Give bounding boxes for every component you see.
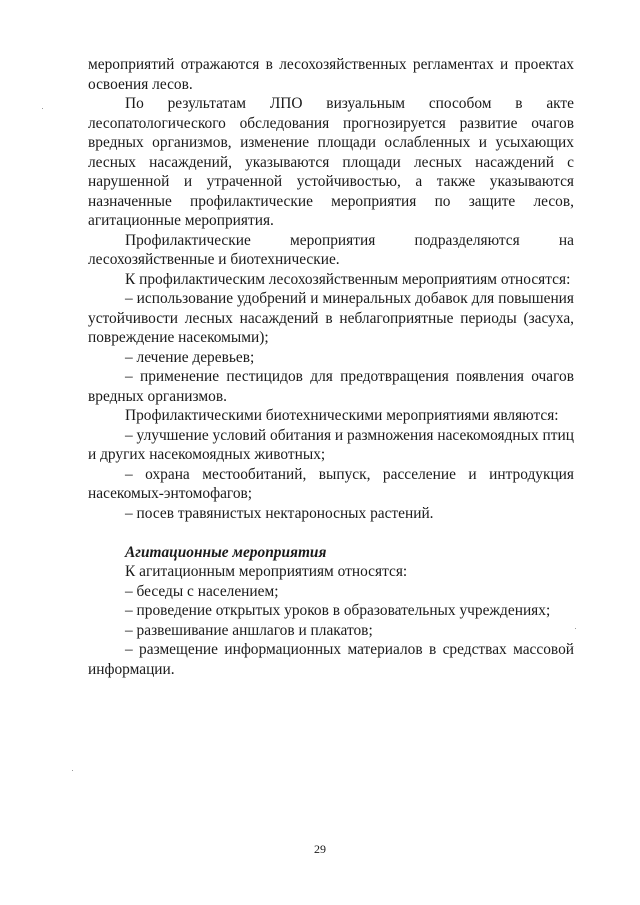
list-item-entomophages: – охрана местообитаний, выпуск, расселение и интродукция насекомых-энтомофагов; [88,465,574,502]
list-item-mass-media: – размещение информационных материалов в средствах массовой информации. [88,641,574,678]
document-page [88,55,574,679]
paragraph-continuation: мероприятий отражаются в лесохозяйственных регламентах и проектах освоения лесов. [88,56,574,93]
section-heading: Агитационные мероприятия [125,543,327,561]
paragraph-lpo-results: По результатам ЛПО визуальным способом в акте лесопатологического обследования прогнозируется развитие очагов вредных организмов, изменение площади ослабленных и усыхающих лесных насаждений, указываются площади лесных насаждений с нарушенной и утраченной устойчивостью, а также указываются назначенные профилактические мероприятия по защите лесов, агитационные мероприятия. [88,95,574,229]
scan-speck [575,628,576,629]
blank-line [88,523,574,543]
list-item-conversations: – беседы с населением; [125,582,279,600]
paragraph-agitation-intro: К агитационным мероприятиям относятся: [125,563,408,580]
scan-speck [42,108,43,109]
page-number: 29 [314,842,326,856]
list-item-nectar-plants: – посев травянистых нектароносных растений. [125,504,434,522]
list-item-open-lessons: – проведение открытых уроков в образовательных учреждениях; [125,602,551,619]
list-item-fertilizers: – использование удобрений и минеральных добавок для повышения устойчивости лесных насаждений в неблагоприятные периоды (засуха, повреждение насекомыми); [88,290,574,346]
scan-speck [72,770,73,771]
paragraph-forestry-measures-intro: К профилактическим лесохозяйственным мероприятиям относятся: [125,270,571,288]
list-item-habitat-improvement: – улучшение условий обитания и размножения насекомоядных птиц и других насекомоядных животных; [88,426,574,463]
list-item-tree-treatment: – лечение деревьев; [125,348,255,366]
paragraph-preventive-types: Профилактические мероприятия подразделяются на лесохозяйственные и биотехнические. [88,231,574,268]
paragraph-biotechnical-intro: Профилактическими биотехническими мероприятиями являются: [125,407,559,424]
list-item-posters: – развешивание аншлагов и плакатов; [125,621,373,639]
list-item-pesticides: – применение пестицидов для предотвращения появления очагов вредных организмов. [88,368,574,405]
